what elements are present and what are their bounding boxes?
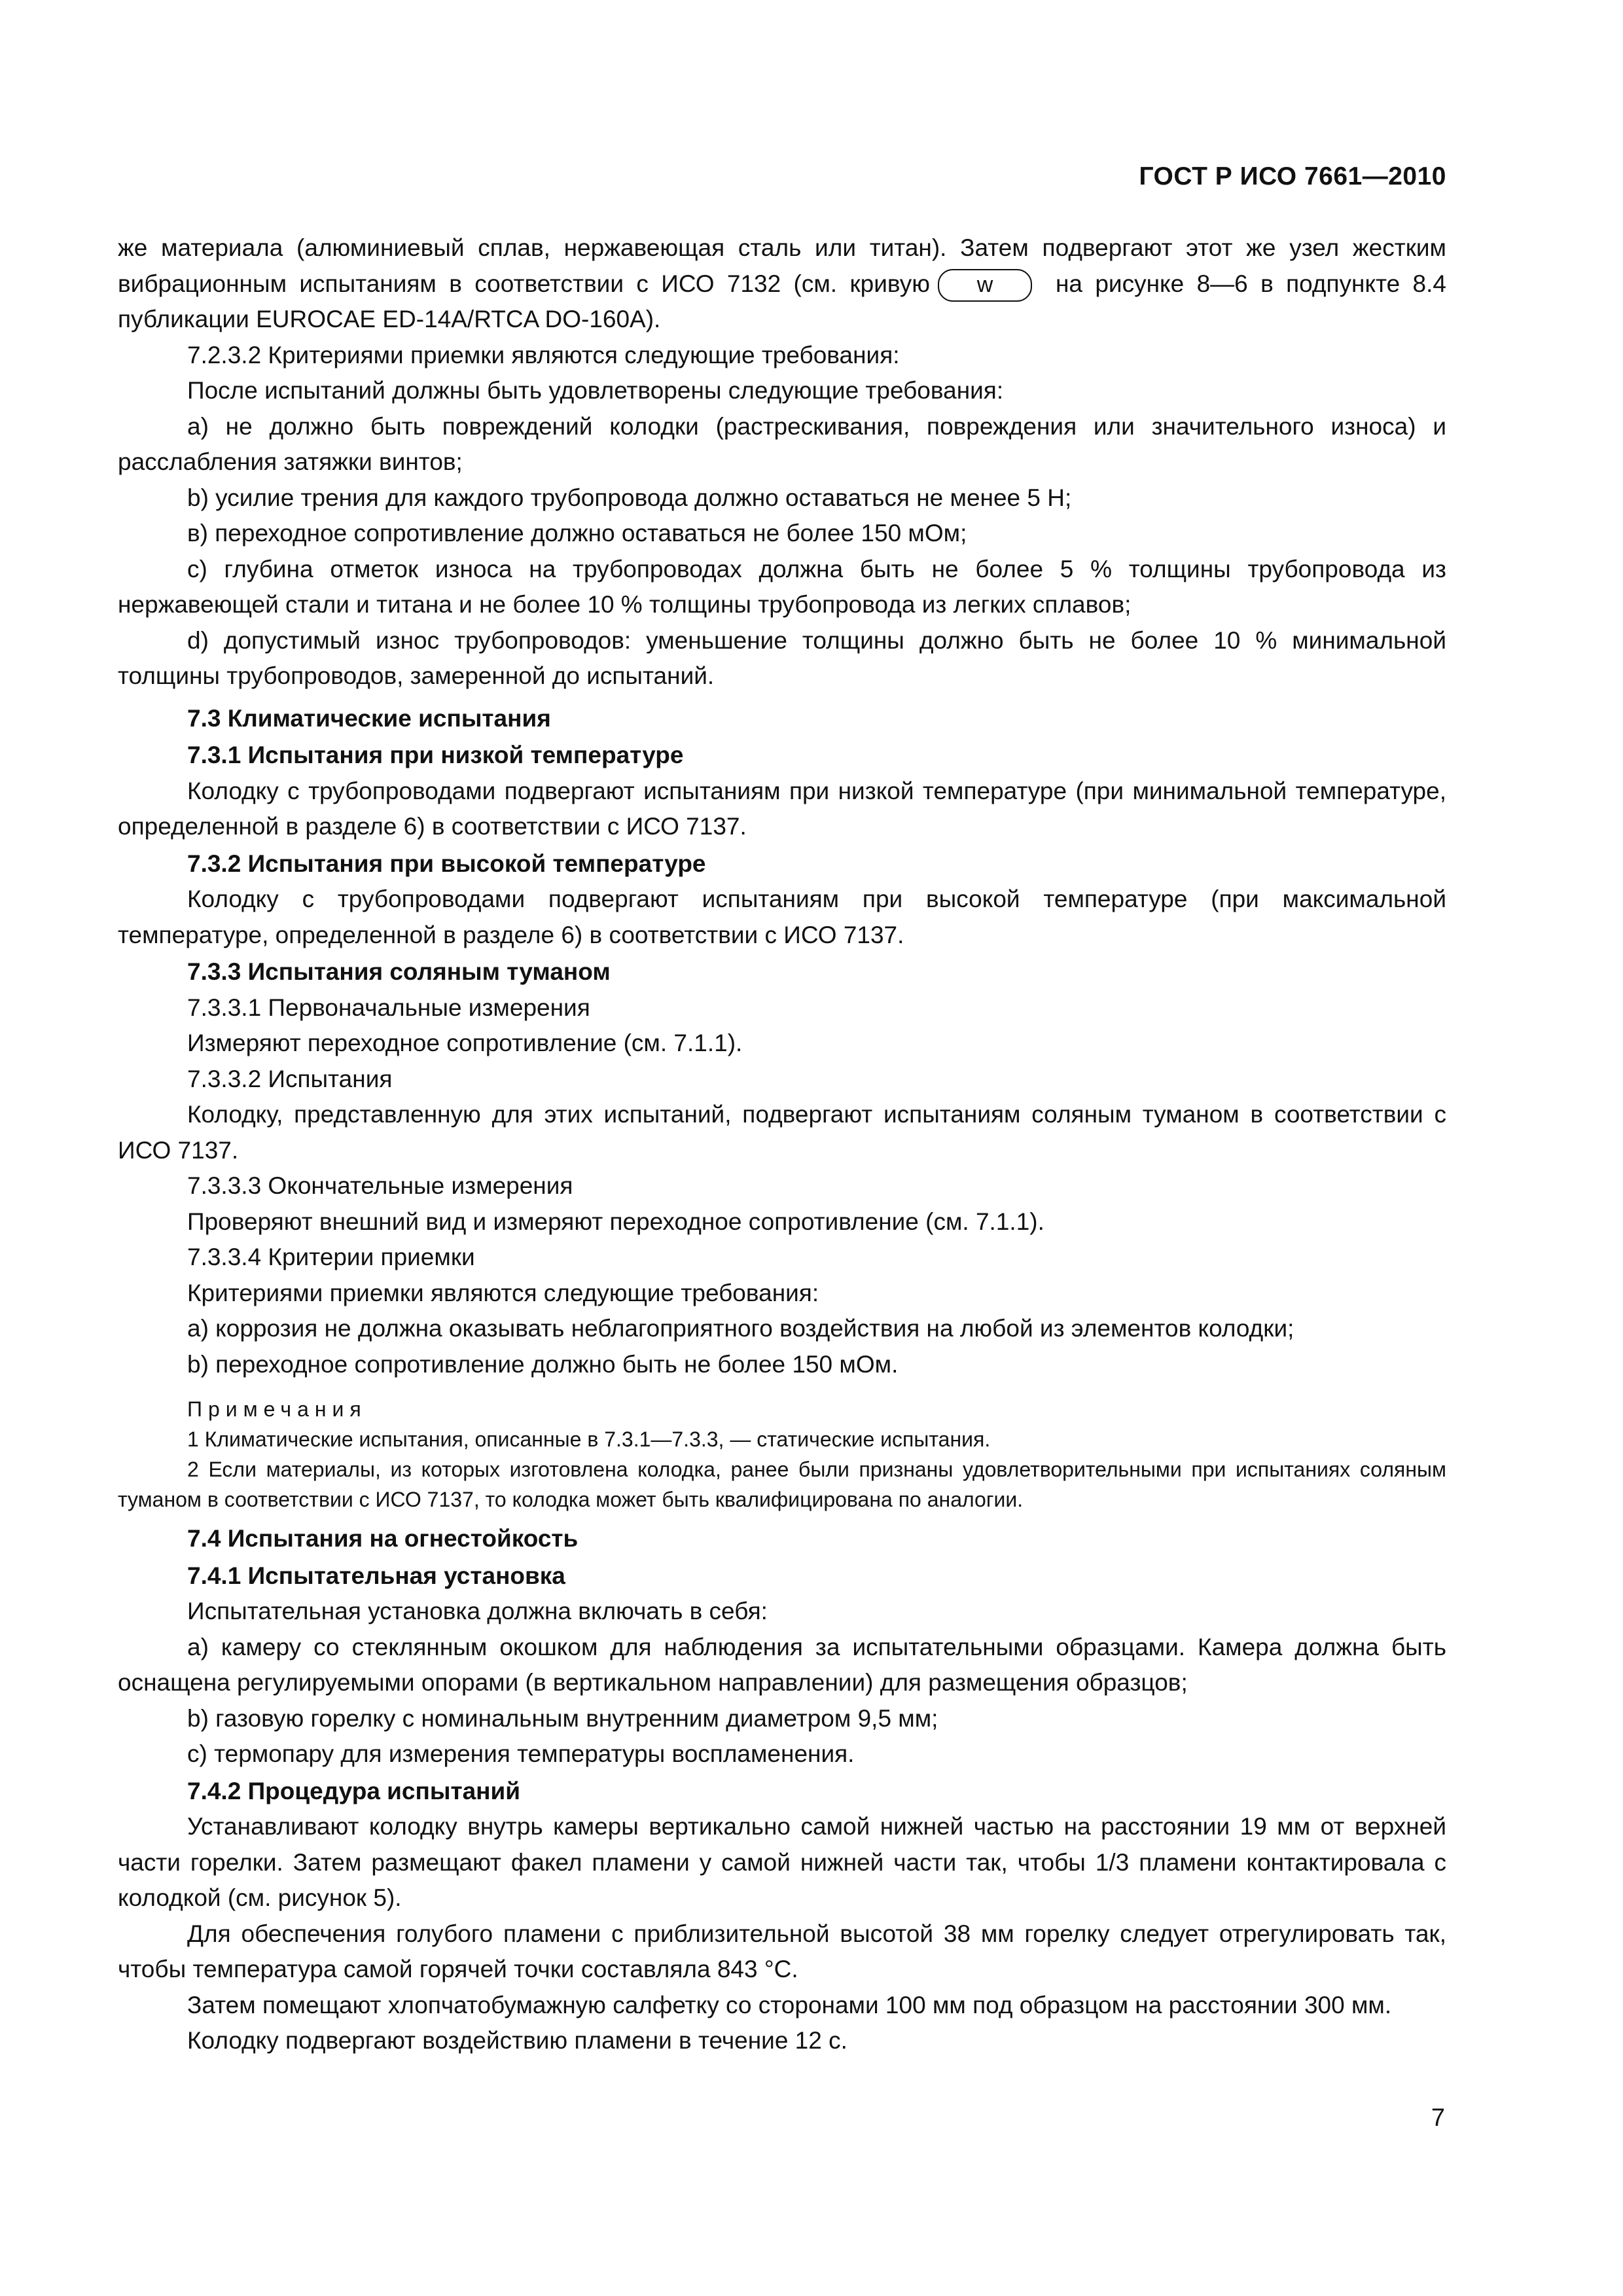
section-742-paragraph: Затем помещают хлопчатобумажную салфетку со сторонами 100 мм под образцом на расстоянии 300 мм. <box>187 1991 1392 2018</box>
section-733-heading: 7.3.3 Испытания соляным туманом <box>187 958 611 985</box>
intro-text-2: на рисунке 8—6 в подпункте 8.4 публикации EUROCAE ED-14A/RTCA DO-160A). <box>118 270 1446 332</box>
section-7333-heading: 7.3.3.3 Окончательные измерения <box>187 1172 573 1199</box>
section-741-heading: 7.4.1 Испытательная установка <box>187 1562 565 1589</box>
list-item: c) термопару для измерения температуры воспламенения. <box>187 1740 855 1767</box>
section-7333-text: Проверяют внешний вид и измеряют переходное сопротивление (см. 7.1.1). <box>187 1208 1044 1235</box>
clause-7232-title: 7.2.3.2 Критериями приемки являются следующие требования: <box>187 341 900 368</box>
clause-7232-lead: После испытаний должны быть удовлетворены следующие требования: <box>187 377 1004 404</box>
document-header: ГОСТ Р ИСО 7661—2010 <box>1139 162 1446 190</box>
section-7331-heading: 7.3.3.1 Первоначальные измерения <box>187 994 590 1021</box>
section-732-heading: 7.3.2 Испытания при высокой температуре <box>187 850 706 877</box>
section-7334-text: Критериями приемки являются следующие требования: <box>187 1279 819 1306</box>
section-732-text: Колодку с трубопроводами подвергают испытаниям при высокой температуре (при максимальной температуре, определенной в разделе 6) в соответствии с ИСО 7137. <box>118 886 1446 948</box>
section-7332-heading: 7.3.3.2 Испытания <box>187 1065 393 1092</box>
section-7332-text: Колодку, представленную для этих испытаний, подвергают испытаниям соляным туманом в соответствии с ИСО 7137. <box>118 1101 1446 1164</box>
section-742-paragraph: Колодку подвергают воздействию пламени в течение 12 с. <box>187 2027 847 2054</box>
notes-title: Примечания <box>187 1397 367 1421</box>
page-content <box>118 230 1446 2059</box>
list-item: b) усилие трения для каждого трубопровода должно оставаться не менее 5 Н; <box>187 484 1072 511</box>
note-item: 1 Климатические испытания, описанные в 7.3.1—7.3.3, — статические испытания. <box>187 1427 991 1451</box>
list-item: b) переходное сопротивление должно быть не более 150 мОм. <box>187 1350 899 1378</box>
list-item: a) не должно быть повреждений колодки (растрескивания, повреждения или значительного износа) и расслабления затяжки винтов; <box>118 412 1446 475</box>
list-item: a) коррозия не должна оказывать неблагоприятного воздействия на любой из элементов колодки; <box>187 1315 1294 1342</box>
intro-paragraph <box>118 230 1446 338</box>
notes-block <box>118 1394 1446 1515</box>
section-7331-text: Измеряют переходное сопротивление (см. 7.1.1). <box>187 1030 743 1056</box>
curve-w-marker: w <box>938 269 1032 302</box>
section-74-heading: 7.4 Испытания на огнестойкость <box>187 1525 579 1552</box>
list-item: в) переходное сопротивление должно оставаться не более 150 мОм; <box>187 520 967 547</box>
section-741-text: Испытательная установка должна включать в себя: <box>187 1598 768 1624</box>
section-7334-heading: 7.3.3.4 Критерии приемки <box>187 1244 475 1270</box>
list-item: a) камеру со стеклянным окошком для наблюдения за испытательными образцами. Камера должна быть оснащена регулируемыми опорами (в вертикальном направлении) для размещения образцов; <box>118 1633 1446 1696</box>
list-item: d) допустимый износ трубопроводов: уменьшение толщины должно быть не более 10 % минимальной толщины трубопроводов, замеренной до испытаний. <box>118 626 1446 689</box>
list-item: b) газовую горелку с номинальным внутренним диаметром 9,5 мм; <box>187 1704 938 1732</box>
section-73-heading: 7.3 Климатические испытания <box>187 704 551 732</box>
intro-text-1: же материала (алюминиевый сплав, нержавеющая сталь или титан). Затем подвергают этот же узел жестким вибрационным испытаниям в соответствии с ИСО 7132 (см. кривую <box>118 234 1446 297</box>
section-742-paragraph: Устанавливают колодку внутрь камеры вертикально самой нижней частью на расстоянии 19 мм от верхней части горелки. Затем размещают факел пламени у самой нижней части так, чтобы 1/3 пламени контактировала с колодкой (см. рисунок 5). <box>118 1813 1446 1911</box>
section-742-heading: 7.4.2 Процедура испытаний <box>187 1777 520 1804</box>
section-742-paragraph: Для обеспечения голубого пламени с приблизительной высотой 38 мм горелку следует отрегулировать так, чтобы температура самой горячей точки составляла 843 °С. <box>118 1920 1446 1982</box>
note-item: 2 Если материалы, из которых изготовлена колодка, ранее были признаны удовлетворительными при испытаниях соляным туманом в соответствии с ИСО 7137, то колодка может быть квалифицирована по аналогии. <box>118 1458 1446 1511</box>
section-731-heading: 7.3.1 Испытания при низкой температуре <box>187 742 684 768</box>
page-number: 7 <box>1431 2104 1445 2132</box>
list-item: c) глубина отметок износа на трубопроводах должна быть не более 5 % толщины трубопровода из нержавеющей стали и титана и не более 10 % толщины трубопровода из легких сплавов; <box>118 555 1446 618</box>
section-731-text: Колодку с трубопроводами подвергают испытаниям при низкой температуре (при минимальной температуре, определенной в разделе 6) в соответствии с ИСО 7137. <box>118 777 1446 840</box>
